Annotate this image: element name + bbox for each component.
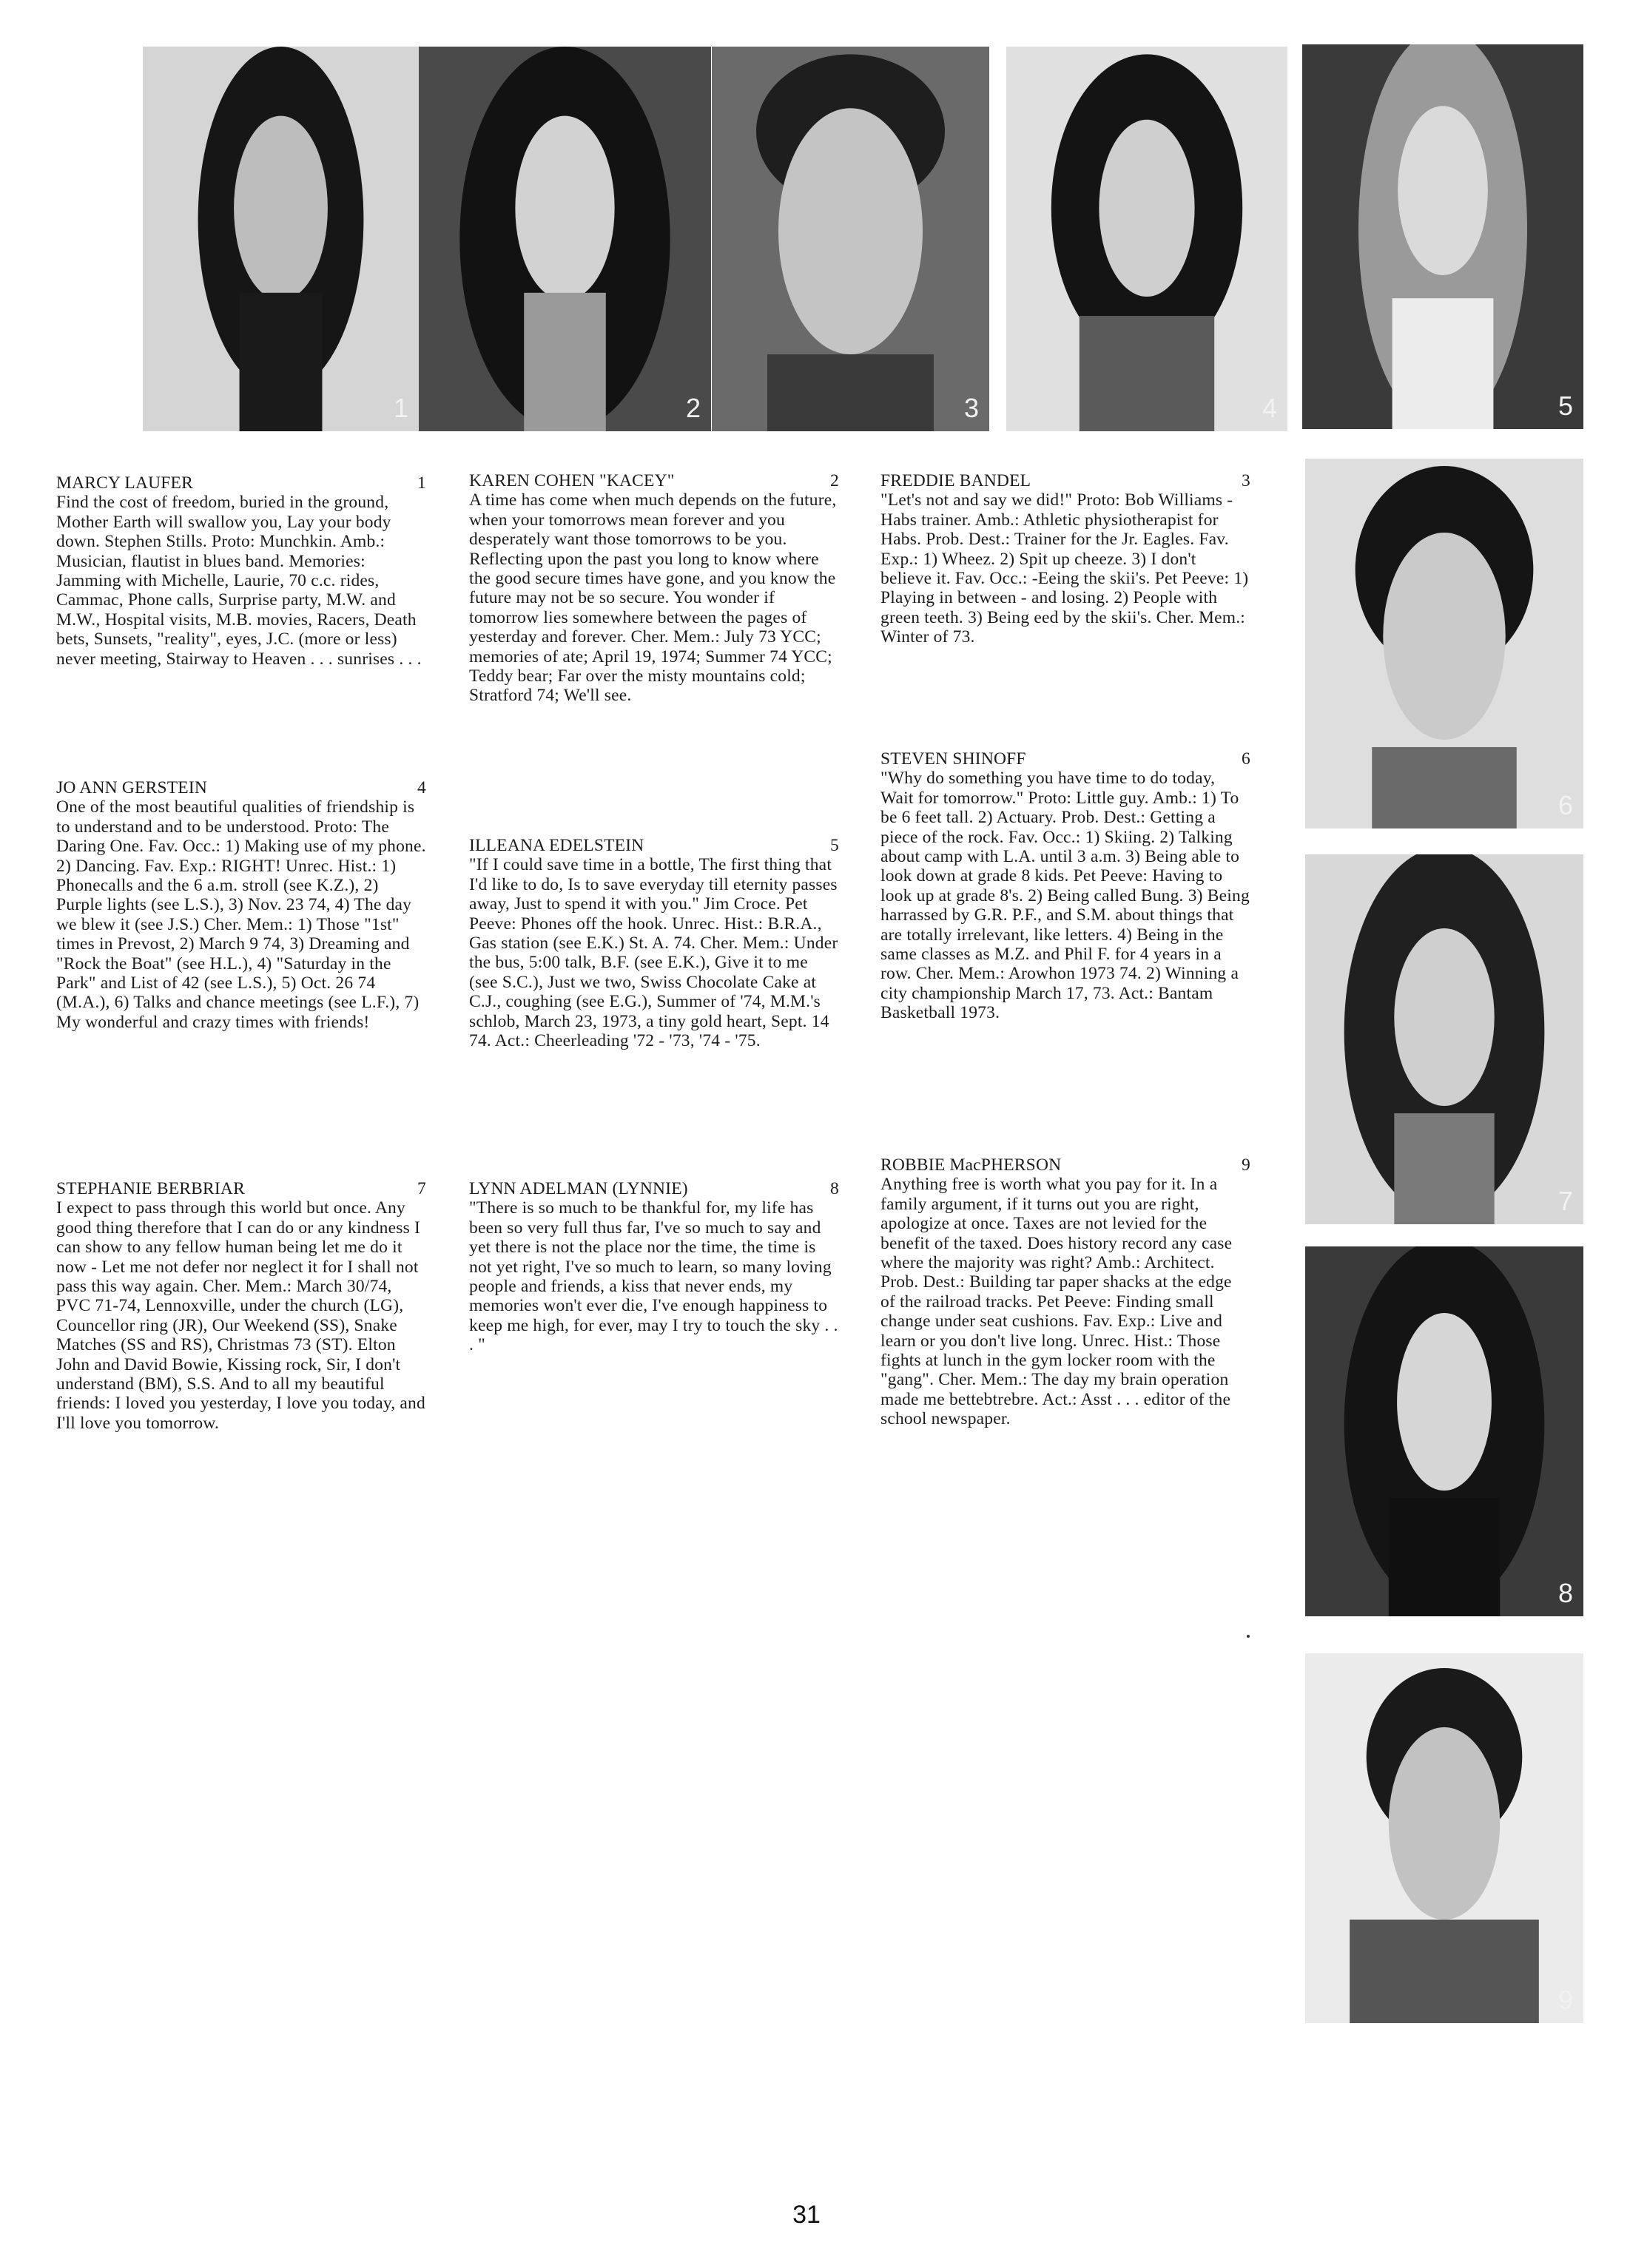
- entry-text: "There is so much to be thankful for, my life has been so very full thus far, I've so much to say and yet there is not the place nor the time, the time is not yet right, I've so much to learn, so many loving people and friends, a kiss that never ends, my memories won't ever die, I've enough happiness to keep me high, for ever, may I try to touch the sky . . . ": [469, 1198, 838, 1355]
- portrait-3-number: 3: [963, 393, 979, 423]
- entry-number: 3: [1242, 471, 1250, 490]
- portrait-1-number: 1: [393, 393, 408, 423]
- entry-name: KAREN COHEN "KACEY": [469, 471, 675, 490]
- entry-karen-cohen: [469, 471, 839, 706]
- portrait-7-image: [1305, 854, 1583, 1224]
- portrait-8: [1305, 1246, 1583, 1616]
- entry-text: "If I could save time in a bottle, The first thing that I'd like to do, Is to save everyday till eternity passes away, Just to spend it with you." Jim Croce. Pet Peeve: Phones off the hook. Unrec. Hist.: B.R.A., Gas station (see E.K.) St. A. 74. Cher. Mem.: Under the bus, 5:00 talk, B.F. (see E.K.), Give it to me (see S.C.), Just we two, Swiss Chocolate Cake at C.J., coughing (see E.G.), Summer of '74, M.M.'s schlob, March 23, 1973, a tiny gold heart, Sept. 14 74. Act.: Cheerleading '72 - '73, '74 - '75.: [469, 855, 838, 1051]
- entry-text: "Let's not and say we did!" Proto: Bob Williams - Habs trainer. Amb.: Athletic physiotherapist for Habs. Prob. Dest.: Trainer for the Jr. Eagles. Fav. Exp.: 1) Wheez. 2) Spit up cheeze. 3) I don't believe it. Fav. Occ.: -Eeing the skii's. Pet Peeve: 1) Playing in between - and losing. 2) People with green teeth. 3) Being eed by the skii's. Cher. Mem.: Winter of 73.: [880, 490, 1249, 647]
- portrait-9-number: 9: [1557, 1985, 1573, 2015]
- entry-name: ILLEANA EDELSTEIN: [469, 836, 644, 855]
- portrait-4-number: 4: [1262, 393, 1277, 423]
- entry-number: 5: [830, 836, 839, 855]
- entry-name: LYNN ADELMAN (LYNNIE): [469, 1179, 688, 1198]
- portrait-8-image: [1305, 1246, 1583, 1616]
- entry-name: ROBBIE MacPHERSON: [880, 1155, 1062, 1175]
- entry-number: 1: [417, 473, 426, 493]
- entry-number: 4: [417, 778, 426, 797]
- portrait-4: [1006, 47, 1287, 431]
- entry-number: 7: [417, 1179, 426, 1198]
- entry-text: A time has come when much depends on the future, when your tomorrows mean forever and you desperately want those tomorrows to be you. Reflecting upon the past you long to know where the good secure times have gone, and you know the future may not be so secure. You wonder if tomorrow lies somewhere between the pages of yesterday and forever. Cher. Mem.: July 73 YCC; memories of ate; April 19, 1974; Summer 74 YCC; Teddy bear; Far over the misty mountains cold; Stratford 74; We'll see.: [469, 490, 837, 706]
- portrait-9: [1305, 1653, 1583, 2023]
- entry-text: Anything free is worth what you pay for it. In a family argument, if it turns out you are right, apologize at once. Taxes are not levied for the benefit of the taxed. Does history record any case where the majority was right? Amb.: Architect. Prob. Dest.: Building tar paper shacks at the edge of the railroad tracks. Pet Peeve: Finding small change under seat cushions. Fav. Exp.: Live and learn or you don't live long. Unrec. Hist.: Those fights at lunch in the gym locker room with the "gang". Cher. Mem.: The day my brain operation made me bettebtrebre. Act.: Asst . . . editor of the school newspaper.: [880, 1175, 1233, 1429]
- entry-name: STEPHANIE BERBRIAR: [56, 1179, 245, 1198]
- entry-number: 2: [830, 471, 839, 490]
- entry-name: JO ANN GERSTEIN: [56, 778, 208, 797]
- portrait-5: [1302, 44, 1583, 429]
- portrait-6-number: 6: [1557, 790, 1573, 820]
- portrait-7: [1305, 854, 1583, 1224]
- page-number: 31: [792, 2201, 821, 2229]
- entry-lynn-adelman: [469, 1179, 839, 1355]
- entry-stephanie-berbriar: [56, 1179, 426, 1433]
- portrait-9-image: [1305, 1653, 1583, 2023]
- entry-number: 9: [1242, 1155, 1250, 1175]
- entry-marcy-laufer: [56, 473, 426, 669]
- portrait-3-image: [712, 47, 989, 431]
- entry-robbie-macpherson: [880, 1155, 1250, 1429]
- portrait-7-number: 7: [1557, 1186, 1573, 1216]
- portrait-5-number: 5: [1557, 391, 1573, 421]
- entry-text: Find the cost of freedom, buried in the ground, Mother Earth will swallow you, Lay your body down. Stephen Stills. Proto: Munchkin. Amb.: Musician, flautist in blues band. Memories: Jamming with Michelle, Laurie, 70 c.c. rides, Cammac, Phone calls, Surprise party, M.W. and M.W., Hospital visits, M.B. movies, Racers, Death bets, Sunsets, "reality", eyes, J.C. (more or less) never meeting, Stairway to Heaven . . . sunrises . . .: [56, 493, 422, 669]
- entry-freddie-bandel: [880, 471, 1250, 647]
- portrait-1-image: [143, 47, 419, 431]
- entry-jo-ann-gerstein: [56, 778, 426, 1032]
- portrait-6-image: [1305, 459, 1583, 828]
- portrait-3: [712, 47, 989, 431]
- portrait-2: [419, 47, 711, 431]
- entry-name: MARCY LAUFER: [56, 473, 193, 493]
- entry-number: 6: [1242, 749, 1250, 769]
- entry-text: I expect to pass through this world but once. Any good thing therefore that I can do or any kindness I can show to any fellow human being let me do it now - Let me not defer nor neglect it for I shall not pass this way again. Cher. Mem.: March 30/74, PVC 71-74, Lennoxville, under the church (LG), Councellor ring (JR), Our Weekend (SS), Snake Matches (SS and RS), Christmas 73 (ST). Elton John and David Bowie, Kissing rock, Sir, I don't understand (BM), S.S. And to all my beautiful friends: I loved you yesterday, I love you today, and I'll love you tomorrow.: [56, 1198, 425, 1433]
- entry-number: 8: [830, 1179, 839, 1198]
- portrait-5-image: [1302, 44, 1583, 429]
- portrait-8-number: 8: [1557, 1578, 1573, 1608]
- entry-text: "Why do something you have time to do today, Wait for tomorrow." Proto: Little guy. Amb.: 1) To be 6 feet tall. 2) Actuary. Prob. Dest.: Getting a piece of the rock. Fav. Occ.: 1) Skiing. 2) Talking about camp with L.A. until 3 a.m. 3) Being able to look down at grade 8 kids. Pet Peeve: Having to look up at grade 8's. 2) Being called Bung. 3) Being harrassed by G.R. P.F., and S.M. about things that are totally irrelevant, like letters. 4) Being in the same classes as M.Z. and Phil F. for 4 years in a row. Cher. Mem.: Arowhon 1973 74. 2) Winning a city championship March 17, 73. Act.: Bantam Basketball 1973.: [880, 769, 1250, 1023]
- portrait-6: [1305, 459, 1583, 828]
- entry-illeana-edelstein: [469, 836, 839, 1050]
- entry-text: One of the most beautiful qualities of friendship is to understand and to be understood. Proto: The Daring One. Fav. Occ.: 1) Making use of my phone. 2) Dancing. Fav. Exp.: RIGHT! Unrec. Hist.: 1) Phonecalls and the 6 a.m. stroll (see K.Z.), 2) Purple lights (see L.S.), 3) Nov. 23 74, 4) The day we blew it (see J.S.) Cher. Mem.: 1) Those "1st" times in Prevost, 2) March 9 74, 3) Dreaming and "Rock the Boat" (see H.L.), 4) "Saturday in the Park" and List of 42 (see L.S.), 5) Oct. 26 74 (M.A.), 6) Talks and chance meetings (see L.F.), 7) My wonderful and crazy times with friends!: [56, 797, 426, 1032]
- portrait-1: [143, 47, 419, 431]
- portrait-2-image: [419, 47, 711, 431]
- entry-name: FREDDIE BANDEL: [880, 471, 1031, 490]
- entry-steven-shinoff: [880, 749, 1250, 1023]
- portrait-4-image: [1006, 47, 1287, 431]
- speck: [1247, 1635, 1250, 1638]
- portrait-2-number: 2: [685, 393, 701, 423]
- entry-name: STEVEN SHINOFF: [880, 749, 1026, 769]
